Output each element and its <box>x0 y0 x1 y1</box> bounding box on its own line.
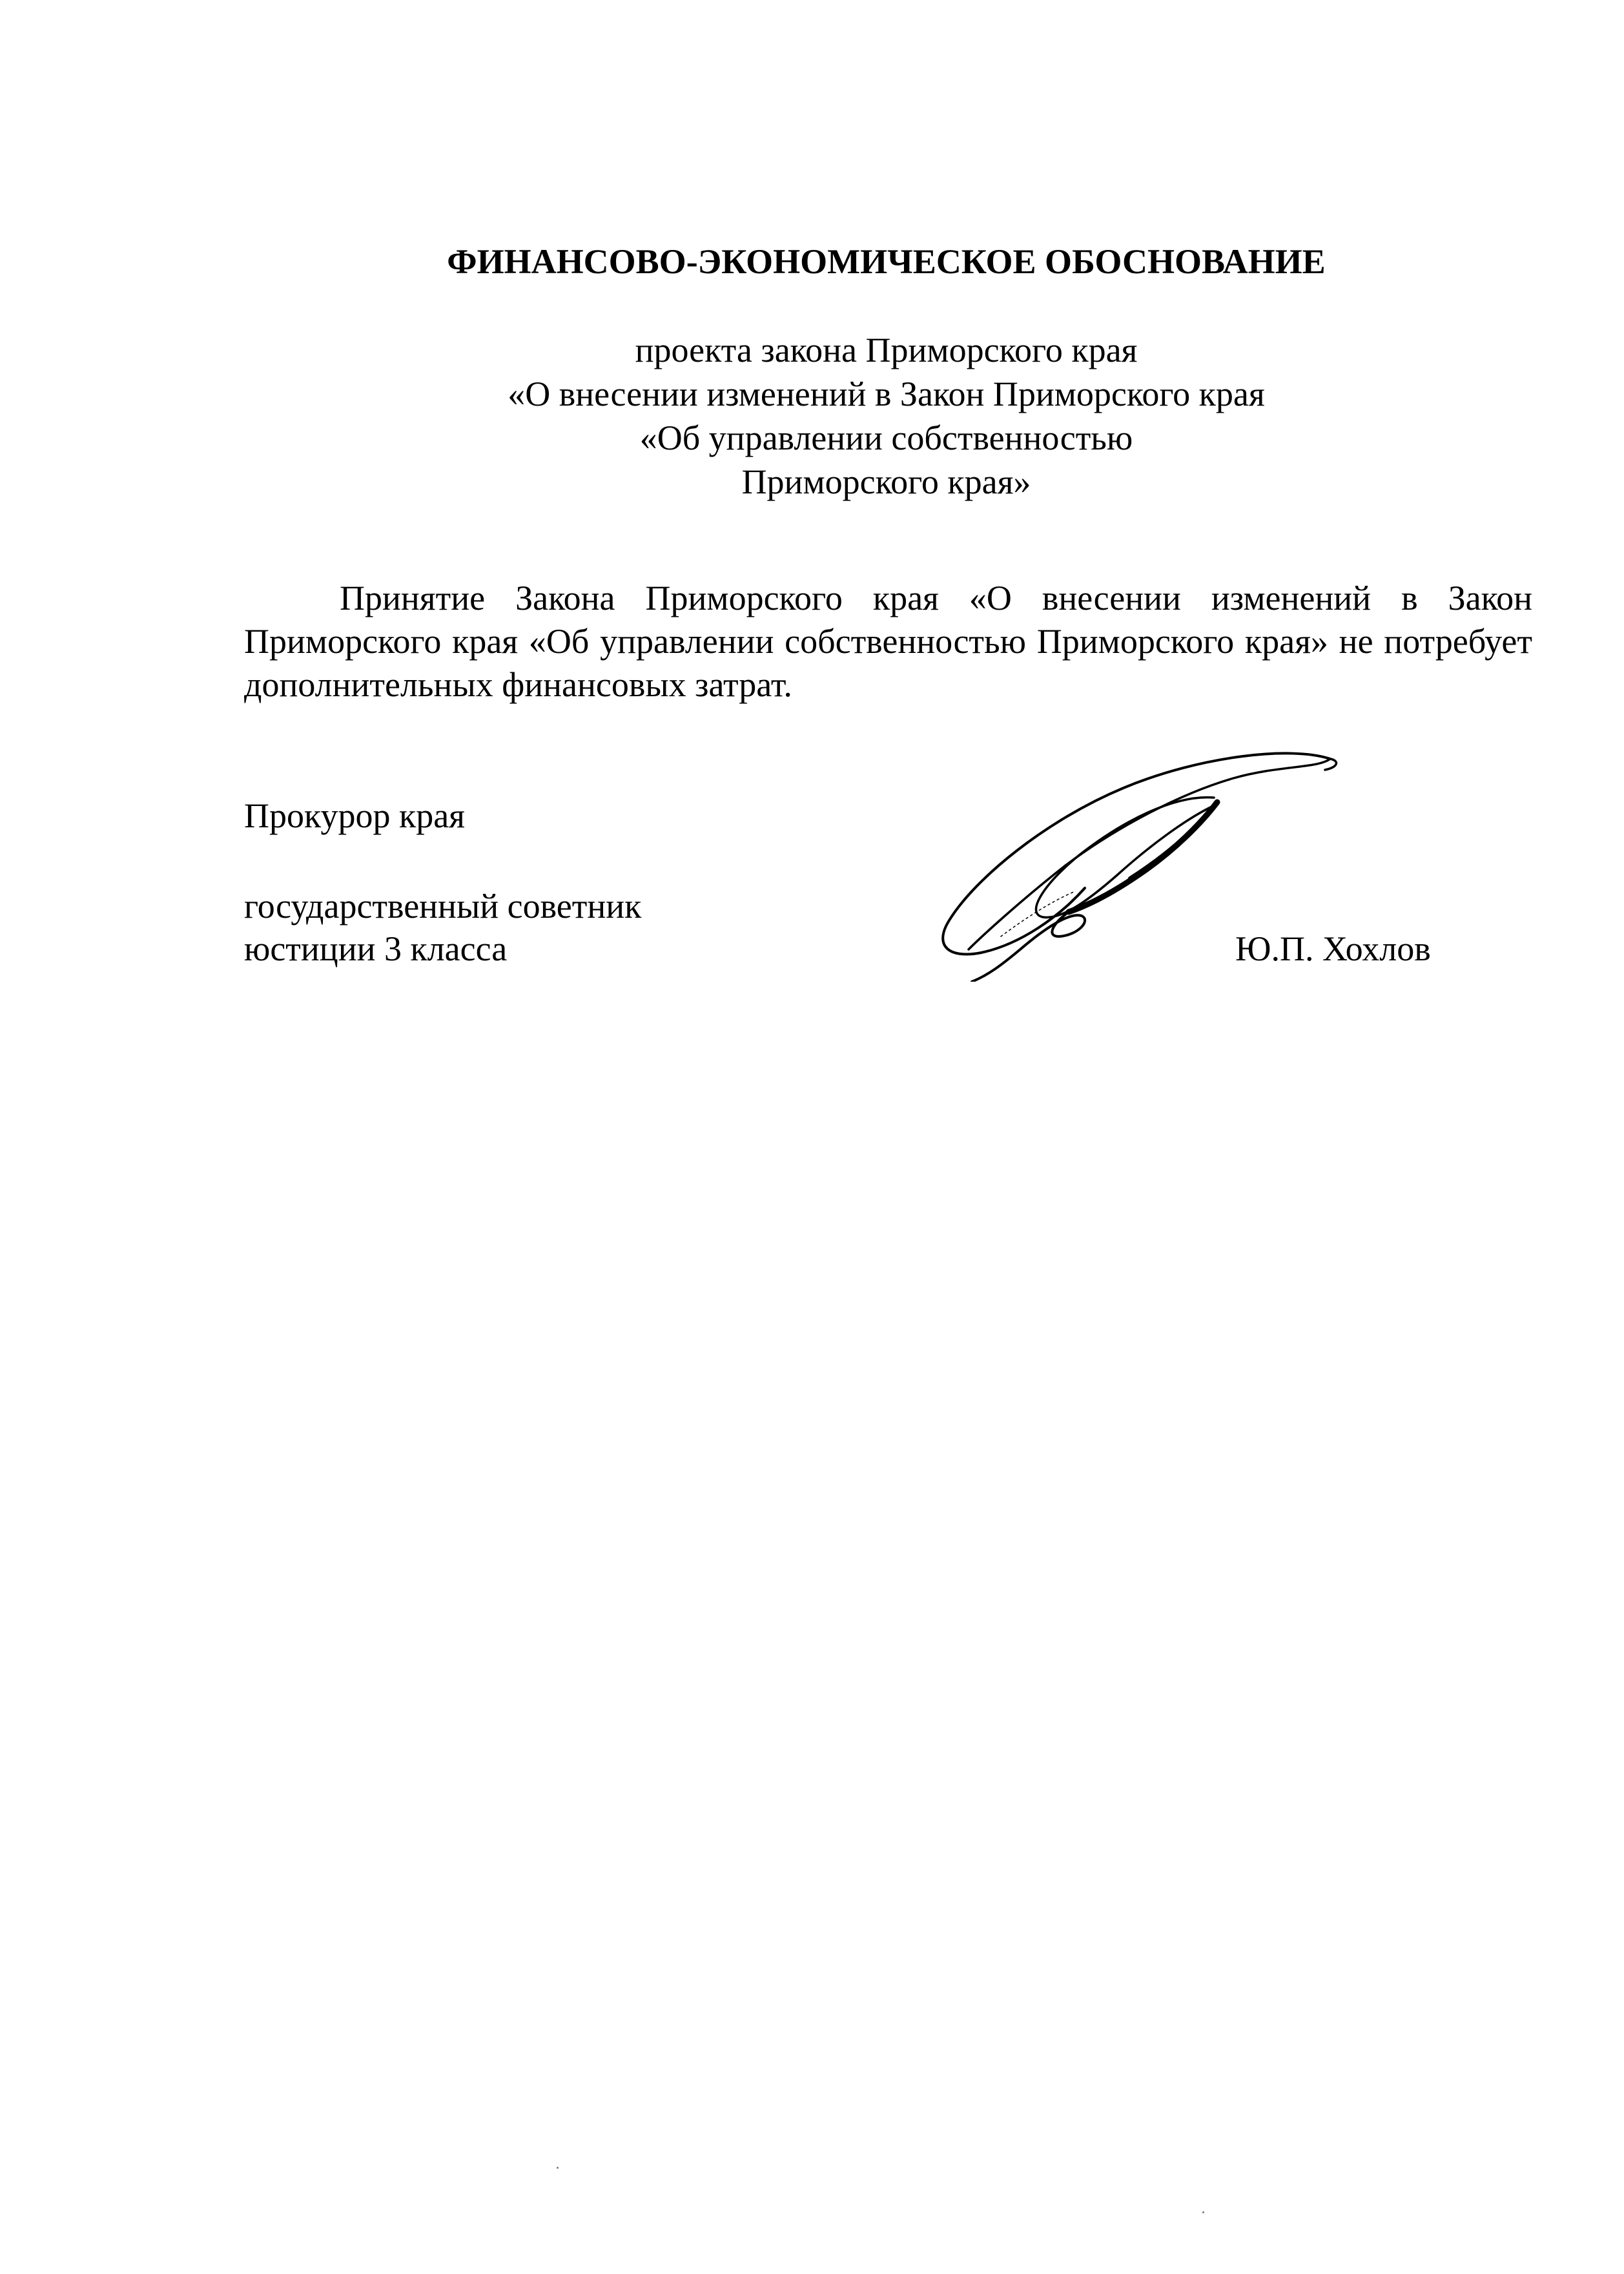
signatory-rank-line: государственный советник <box>244 887 642 925</box>
document-subtitle <box>0 328 1624 504</box>
signatory-name: Ю.П. Хохлов <box>1235 929 1431 968</box>
subtitle-line: проекта закона Приморского края <box>635 331 1138 369</box>
scan-speck <box>1202 2211 1204 2213</box>
subtitle-line: Приморского края» <box>741 462 1031 501</box>
document-title: ФИНАНСОВО-ЭКОНОМИЧЕСКОЕ ОБОСНОВАНИЕ <box>447 242 1326 281</box>
scan-speck <box>557 2167 559 2169</box>
subtitle-line: «Об управлении собственностью <box>639 419 1133 457</box>
signatory-position: Прокурор края <box>244 796 466 835</box>
signatory-rank <box>244 885 641 970</box>
signatory-rank-line: юстиции 3 класса <box>244 929 508 968</box>
body-paragraph: Принятие Закона Приморского края «О внесении изменений в Закон Приморского края «Об управлении собственностью Приморского края» не потребует дополнительных финансовых затрат. <box>244 579 1532 704</box>
subtitle-line: «О внесении изменений в Закон Приморского края <box>508 375 1265 413</box>
